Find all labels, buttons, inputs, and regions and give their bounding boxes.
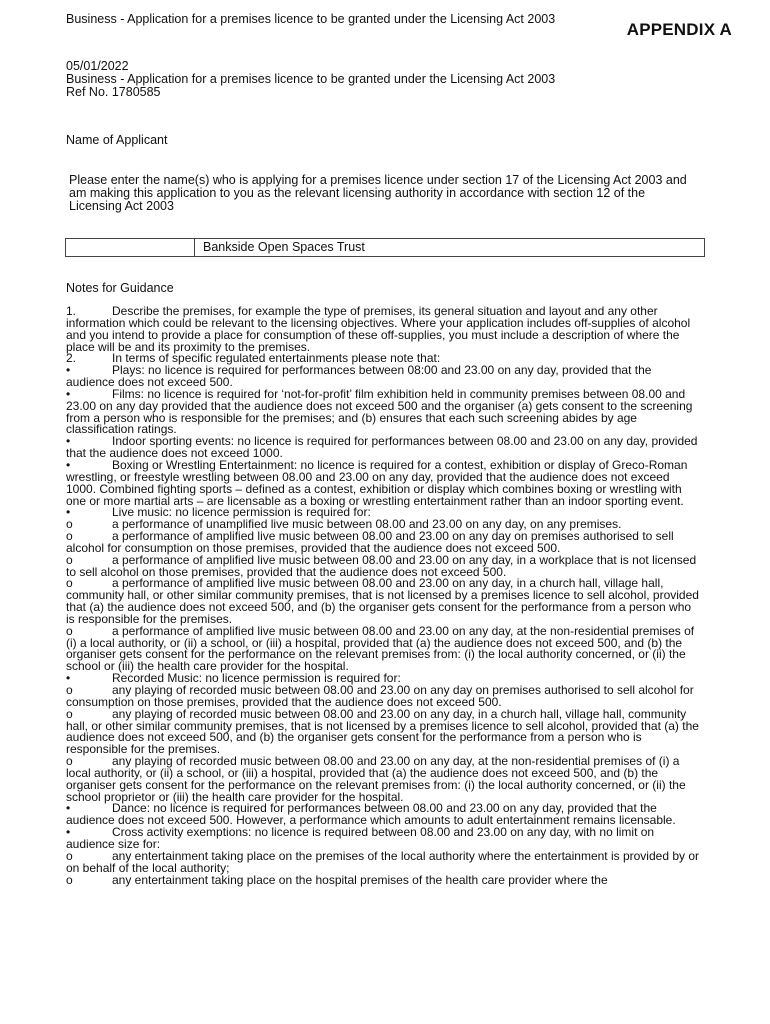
guidance-marker: o: [66, 754, 73, 769]
notes-title: Notes for Guidance: [66, 281, 174, 295]
guidance-text: Plays: no licence is required for performances between 08:00 and 23.00 on any day, provided that the audience does not exceed 500.: [66, 363, 652, 390]
guidance-marker: •: [66, 457, 71, 472]
guidance-marker: •: [66, 434, 71, 449]
guidance-paragraph: [66, 685, 702, 709]
guidance-text: a performance of unamplified live music between 08.00 and 23.00 on any day, on any premises.: [112, 517, 622, 532]
guidance-text: Indoor sporting events: no licence is required for performances between 08.00 and 23.00 on any day, provided that the audience does not exceed 1000.: [66, 434, 698, 461]
guidance-text: a performance of amplified live music between 08.00 and 23.00 on any day on premises authorised to sell alcohol for consumption on those premises, provided that the audience does not exceed 500.: [66, 529, 674, 555]
guidance-marker: o: [66, 576, 73, 591]
document-meta: [66, 60, 555, 99]
guidance-text: a performance of amplified live music between 08.00 and 23.00 on any day, in a church hall, village hall, community hall, or other similar community premises, that is not licensed by a premises licence to sell alcohol, provided that (a) the audience does not exceed 500, and (b) the organiser gets consent for the performance from a person who is responsible for the premises.: [66, 576, 699, 626]
guidance-text: Describe the premises, for example the type of premises, its general situation and layout and any other information which could be relevant to the licensing objectives. Where your application includes off-supplies of alcohol and you intend to provide a place for consumption of these off-supplies, you must include a description of where the place will be and its proximity to the premises.: [66, 304, 691, 354]
applicant-name-table: [65, 238, 705, 257]
guidance-marker: o: [66, 517, 73, 532]
guidance-text: any playing of recorded music between 08.00 and 23.00 on any day, in a church hall, village hall, community hall, or other similar community premises, that is not licensed by a premises licence to sell alcohol, provided that (a) the audience does not exceed 500, and (b) the organiser gets consent for the performance from a person who is responsible for the premises.: [66, 706, 699, 757]
guidance-notes: [66, 306, 702, 886]
guidance-text: Dance: no licence is required for performances between 08.00 and 23.00 on any day, provided that the audience does not exceed 500. However, a performance which amounts to adult entertainment remains licensable.: [66, 801, 676, 828]
guidance-paragraph: [66, 756, 702, 803]
guidance-marker: •: [66, 363, 71, 378]
guidance-text: a performance of amplified live music between 08.00 and 23.00 on any day, in a workplace that is not licensed to sell alcohol on those premises, provided that the audience does not exceed 500.: [66, 552, 697, 579]
guidance-paragraph: [66, 552, 702, 579]
guidance-paragraph: [66, 827, 702, 851]
guidance-text: In terms of specific regulated entertainments please note that:: [112, 351, 441, 366]
guidance-text: Recorded Music: no licence permission is required for:: [112, 671, 401, 686]
guidance-paragraph: [66, 531, 702, 555]
guidance-text: Boxing or Wrestling Entertainment: no licence is required for a contest, exhibition or display of Greco-Roman wrestling, or freestyle wrestling between 08.00 and 23.00 on any day, provided that the audience does not exceed 1000. Combined fighting sports – defined as a contest, exhibition or display which combines boxing or wrestling with one or more martial arts – are licensable as a boxing or wrestling entertainment rather than an indoor sporting event.: [66, 457, 688, 508]
guidance-paragraph: [66, 457, 702, 508]
appendix-label: APPENDIX A: [626, 20, 732, 39]
guidance-text: any playing of recorded music between 08.00 and 23.00 on any day, at the non-residential premises of (i) a local authority, or (ii) a school, or (iii) a hospital, provided that (a) the audience does not exceed 500, and (b) the organiser gets consent for the performance on the relevant premises from: (i) the local authority concerned, or (ii) the school proprietor or (iii) the health care provider for the hospital.: [66, 754, 686, 804]
applicant-name-value: Bankside Open Spaces Trust: [203, 240, 365, 254]
guidance-marker: o: [66, 683, 73, 697]
guidance-paragraph: [66, 365, 702, 389]
guidance-paragraph: [66, 436, 702, 460]
guidance-marker: •: [66, 505, 71, 520]
guidance-marker: •: [66, 825, 71, 840]
guidance-marker: 2.: [66, 351, 77, 366]
guidance-text: any playing of recorded music between 08.00 and 23.00 on any day on premises authorised to sell alcohol for consumption on those premises, provided that the audience does not exceed 500.: [66, 683, 694, 709]
guidance-marker: o: [66, 552, 73, 567]
guidance-text: a performance of amplified live music between 08.00 and 23.00 on any day, at the non-residential premises of (i) a local authority, or (ii) a school, or (iii) a hospital, provided that (a) the audience does not exceed 500, and (b) the organiser gets consent for the performance on the relevant premises from: (i) the local authority concerned, or (ii) the school or (iii) the health care provider for the hospital.: [66, 623, 695, 674]
reference-number: Ref No. 1780585: [66, 85, 161, 99]
guidance-marker: o: [66, 623, 73, 638]
guidance-paragraph: [66, 706, 702, 757]
applicant-name-label-cell: [66, 239, 195, 256]
applicant-section-title: Name of Applicant: [66, 133, 168, 147]
guidance-paragraph: [66, 386, 702, 437]
guidance-marker: •: [66, 671, 71, 686]
guidance-text: any entertainment taking place on the hospital premises of the health care provider where the: [112, 872, 608, 887]
document-date: 05/01/2022: [66, 59, 129, 73]
guidance-paragraph: [66, 623, 702, 674]
guidance-paragraph: [66, 803, 702, 827]
applicant-instruction: Please enter the name(s) who is applying for a premises licence under section 17 of the Licensing Act 2003 and am making this application to you as the relevant licensing authority in accordance with section 12 of the Licensing Act 2003: [69, 173, 687, 213]
guidance-marker: o: [66, 848, 73, 863]
document-title: Business - Application for a premises licence to be granted under the Licensing Act 2003: [66, 72, 556, 86]
guidance-text: any entertainment taking place on the premises of the local authority where the entertainment is provided by or on behalf of the local authority;: [66, 848, 699, 875]
guidance-marker: o: [66, 529, 73, 544]
guidance-marker: •: [66, 801, 71, 816]
guidance-paragraph: [66, 848, 702, 875]
guidance-paragraph: [66, 578, 702, 625]
page-header-title: Business - Application for a premises licence to be granted under the Licensing Act 2003: [66, 12, 556, 26]
guidance-marker: 1.: [66, 304, 77, 318]
guidance-text: Films: no licence is required for ‘not-for-profit’ film exhibition held in community premises between 08.00 and 23.00 on any day provided that the audience does not exceed 500 and the organiser (a) gets consent to the screening from a person who is responsible for the premises; and (b) ensures that each such screening abides by age classification ratings.: [66, 386, 693, 437]
guidance-marker: o: [66, 706, 73, 721]
guidance-text: Live music: no licence permission is required for:: [112, 505, 371, 520]
guidance-text: Cross activity exemptions: no licence is required between 08.00 and 23.00 on any day, with no limit on audience size for:: [66, 825, 655, 851]
guidance-marker: •: [66, 386, 71, 401]
guidance-paragraph: [66, 306, 702, 353]
guidance-marker: o: [66, 872, 73, 887]
guidance-paragraph: [66, 872, 702, 887]
